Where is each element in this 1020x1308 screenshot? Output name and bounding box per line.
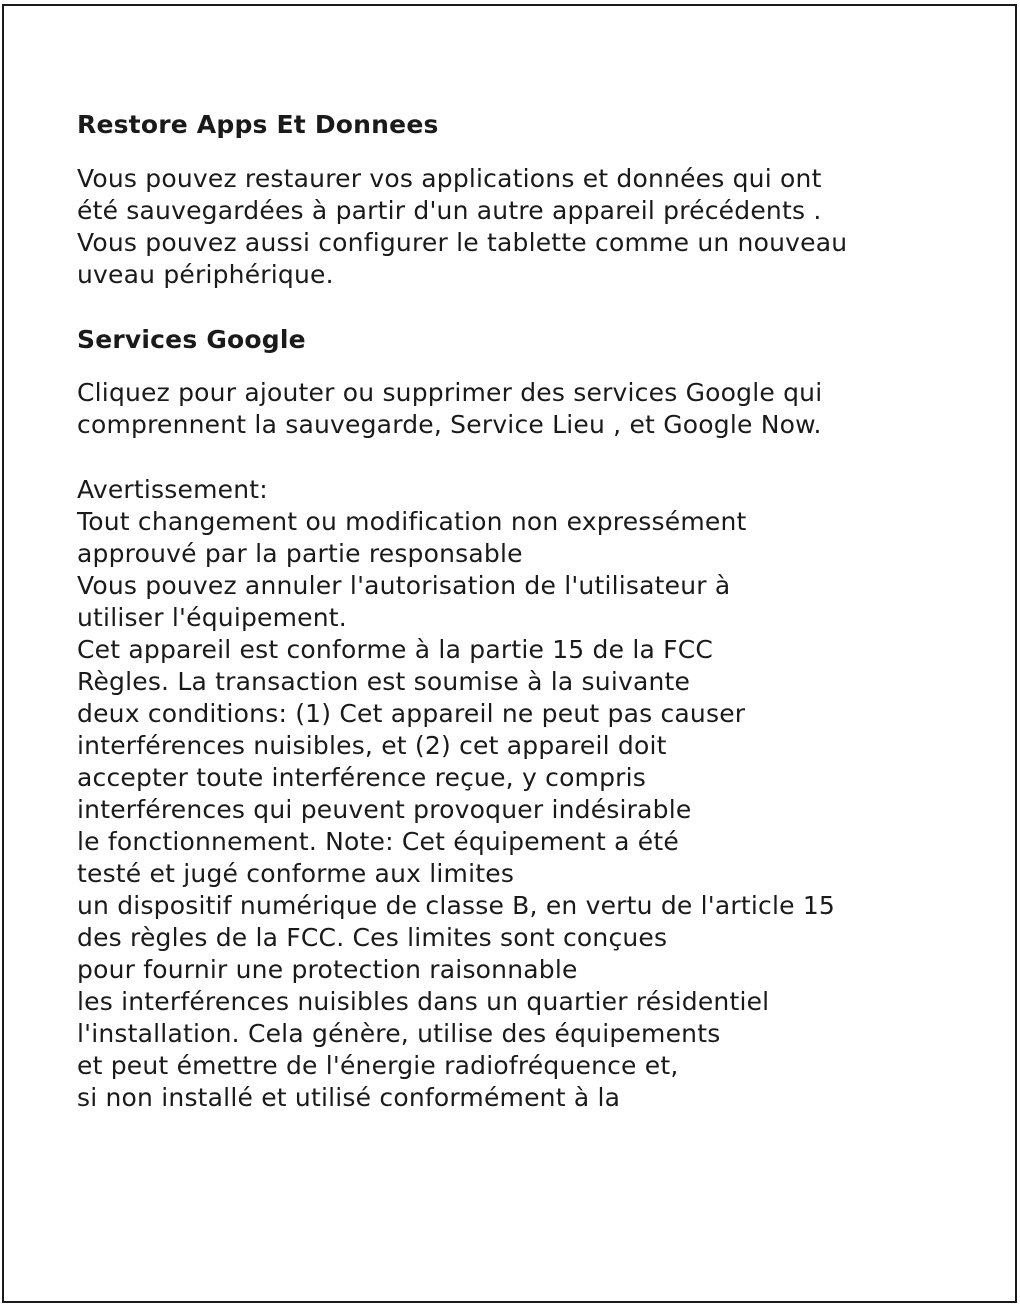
paragraph-warning xyxy=(77,474,977,1114)
text-line: un dispositif numérique de classe B, en vertu de l'article 15 xyxy=(77,891,836,920)
paragraph-google-services xyxy=(77,377,977,441)
text-line: Avertissement: xyxy=(77,475,268,504)
text-line: et peut émettre de l'énergie radiofréquence et, xyxy=(77,1051,679,1080)
text-line: pour fournir une protection raisonnable xyxy=(77,955,578,984)
text-line: interférences qui peuvent provoquer indésirable xyxy=(77,795,692,824)
text-line: Cliquez pour ajouter ou supprimer des services Google qui xyxy=(77,378,823,407)
text-line: été sauvegardées à partir d'un autre appareil précédents . xyxy=(77,196,822,225)
text-line: les interférences nuisibles dans un quartier résidentiel xyxy=(77,987,770,1016)
paragraph-restore xyxy=(77,163,977,291)
text-line: des règles de la FCC. Ces limites sont conçues xyxy=(77,923,668,952)
text-line: utiliser l'équipement. xyxy=(77,603,347,632)
text-line: si non installé et utilisé conformément à la xyxy=(77,1083,621,1112)
document-content xyxy=(77,109,977,1114)
text-line: testé et jugé conforme aux limites xyxy=(77,859,515,888)
text-line: deux conditions: (1) Cet appareil ne peut pas causer xyxy=(77,699,746,728)
text-line: le fonctionnement. Note: Cet équipement a été xyxy=(77,827,679,856)
text-line: Cet appareil est conforme à la partie 15 de la FCC xyxy=(77,635,714,664)
text-line: approuvé par la partie responsable xyxy=(77,539,523,568)
text-line: l'installation. Cela génère, utilise des équipements xyxy=(77,1019,721,1048)
text-line: Règles. La transaction est soumise à la suivante xyxy=(77,667,691,696)
text-line: Tout changement ou modification non expressément xyxy=(77,507,747,536)
document-page xyxy=(2,4,1017,1303)
text-line: interférences nuisibles, et (2) cet appareil doit xyxy=(77,731,667,760)
text-line: comprennent la sauvegarde, Service Lieu , et Google Now. xyxy=(77,410,822,439)
section-heading-restore: Restore Apps Et Donnees xyxy=(77,110,439,139)
text-line: accepter toute interférence reçue, y compris xyxy=(77,763,647,792)
section-heading-google-services: Services Google xyxy=(77,325,306,354)
text-line: uveau périphérique. xyxy=(77,260,334,289)
text-line: Vous pouvez aussi configurer le tablette comme un nouveau xyxy=(77,228,848,257)
text-line: Vous pouvez annuler l'autorisation de l'utilisateur à xyxy=(77,571,731,600)
text-line: Vous pouvez restaurer vos applications et données qui ont xyxy=(77,164,822,193)
